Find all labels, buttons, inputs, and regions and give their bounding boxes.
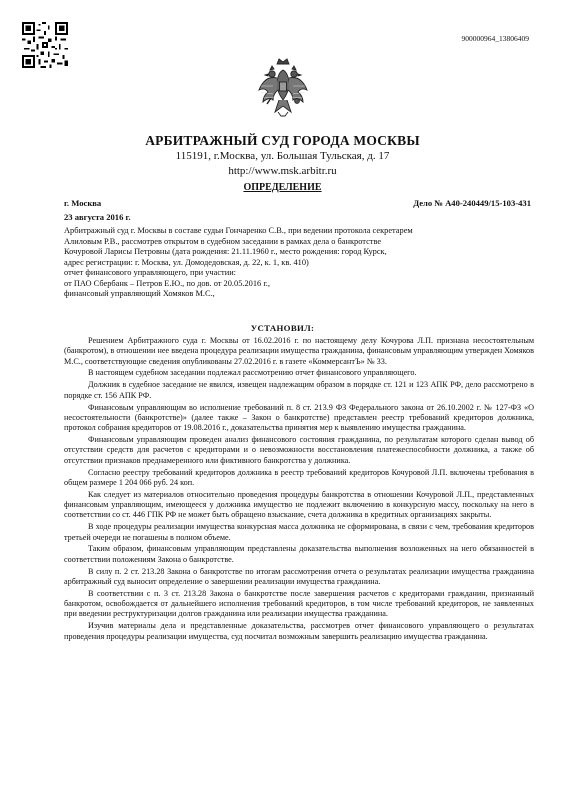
body-paragraph: Изучив материалы дела и представленные доказательства, рассмотрев отчет финансового управляющего о результатах проведения процедуры реализации имущества, суд посчитал возможным завершить реализацию имущества гражданина. xyxy=(64,621,534,641)
body-paragraph: В ходе процедуры реализации имущества конкурсная масса должника не сформирована, в связи с чем, требования кредиторов третьей очереди не погашены в полном объеме. xyxy=(64,522,534,542)
court-address: 115191, г.Москва, ул. Большая Тульская, д. 17 xyxy=(175,150,390,162)
body-paragraph: Должник в судебное заседание не явился, извещен надлежащим образом в порядке ст. 121 и 123 АПК РФ, дело рассмотрено в порядке ст. 156 АПК РФ. xyxy=(64,380,534,400)
double-headed-eagle-emblem-icon xyxy=(257,56,309,120)
body-text xyxy=(64,336,534,643)
body-paragraph: Финансовым управляющим во исполнение требований п. 8 ст. 213.9 ФЗ Федерального закона от 26.10.2002 г. № 127-ФЗ «О несостоятельности (банкротстве)» (далее также – Закон о банкротстве) представлен реестр требований кредиторов должника, протокол собрания кредиторов от 19.08.2016 г., доказательства принятия мер к выявлению имущества гражданина. xyxy=(64,402,534,433)
intro-line: Кочуровой Ларисы Петровны (дата рождения: 21.11.1960 г., место рождения: город Курск, xyxy=(64,247,387,256)
body-paragraph: Решением Арбитражного суда г. Москвы от 16.02.2016 г. по настоящему делу Кочурова Л.П. признана несостоятельным (банкротом), в отношении нее введена процедура реализации имущества гражданина, финансовым управляющим утвержден Хомяков М.С., соответствующие сведения опубликованы 27.02.2016 г. в газете «КоммерсантЪ» № 33. xyxy=(64,336,534,366)
intro-line: Алиловым Р.В., рассмотрев открытом в судебном заседании в рамках дела о банкротстве xyxy=(64,236,382,246)
body-paragraph: Согласно реестру требований кредиторов должника в реестр требований кредиторов Кочуровой Л.П. включены требования в общем размере 1 204 066 руб. 24 коп. xyxy=(64,467,534,487)
document-id: 900000964_13806409 xyxy=(461,34,529,43)
ruled-heading: УСТАНОВИЛ: xyxy=(250,323,315,333)
body-paragraph: В силу п. 2 ст. 213.28 Закона о банкротстве по итогам рассмотрения отчета о результатах реализации имущества гражданина арбитражный суд выносит определение о завершении реализации имущества гражданина. xyxy=(64,566,534,586)
court-website: http://www.msk.arbitr.ru xyxy=(228,165,337,177)
decision-date: 23 августа 2016 г. xyxy=(64,212,131,222)
intro-line: Арбитражный суд г. Москвы в составе судьи Гончаренко С.В., при ведении протокола секретарем xyxy=(64,226,413,235)
body-paragraph: Финансовым управляющим проведен анализ финансового состояния гражданина, по результатам которого сделан вывод об отсутствии средств для расчетов с кредиторами и о невозможности восстановления платежеспособности должника, а также об отсутствии признаков преднамеренного или фиктивного банкротства у должника. xyxy=(64,435,534,465)
body-paragraph: В соответствии с п. 3 ст. 213.28 Закона о банкротстве после завершения расчетов с кредиторами гражданин, признанный банкротом, освобождается от дальнейшего исполнения требований кредиторов, в том числе требований кредиторов, не заявленных при введении реструктуризации долгов гражданина или реализации имущества гражданина. xyxy=(64,588,534,619)
intro-line: от ПАО Сбербанк – Петров Е.Ю., по дов. от 20.05.2016 г., xyxy=(64,278,270,288)
document-type-title: ОПРЕДЕЛЕНИЕ xyxy=(243,182,322,193)
qr-code-icon xyxy=(22,22,68,68)
case-number: Дело № А40-240449/15-103-431 xyxy=(413,198,531,208)
body-paragraph: Как следует из материалов относительно проведения процедуры банкротства в отношении Кочуровой Л.П., представленных финансовым управляющим, имеющееся у должника имущество не подлежит включению в конкурсную массу, поскольку на него в соответствии со ст. 446 ГПК РФ не может быть обращено взыскание, счета должника в кредитных организациях закрыты. xyxy=(64,489,534,520)
body-paragraph: В настоящем судебном заседании подлежал рассмотрению отчет финансового управляющего. xyxy=(88,368,417,378)
court-name: АРБИТРАЖНЫЙ СУД ГОРОДА МОСКВЫ xyxy=(145,133,420,148)
intro-line: адрес регистрации: г. Москва, ул. Домодедовская, д. 22, к. 1, кв. 410) xyxy=(64,257,309,267)
intro-block xyxy=(64,226,534,300)
intro-line: финансовый управляющий Хомяков М.С., xyxy=(64,289,215,298)
body-paragraph: Таким образом, финансовым управляющим представлены доказательства выполнения возложенных на него обязанностей в соответствии положениям Закона о банкротстве. xyxy=(64,544,534,564)
city-label: г. Москва xyxy=(64,198,102,208)
intro-line: отчет финансового управляющего, при участии: xyxy=(64,268,237,277)
